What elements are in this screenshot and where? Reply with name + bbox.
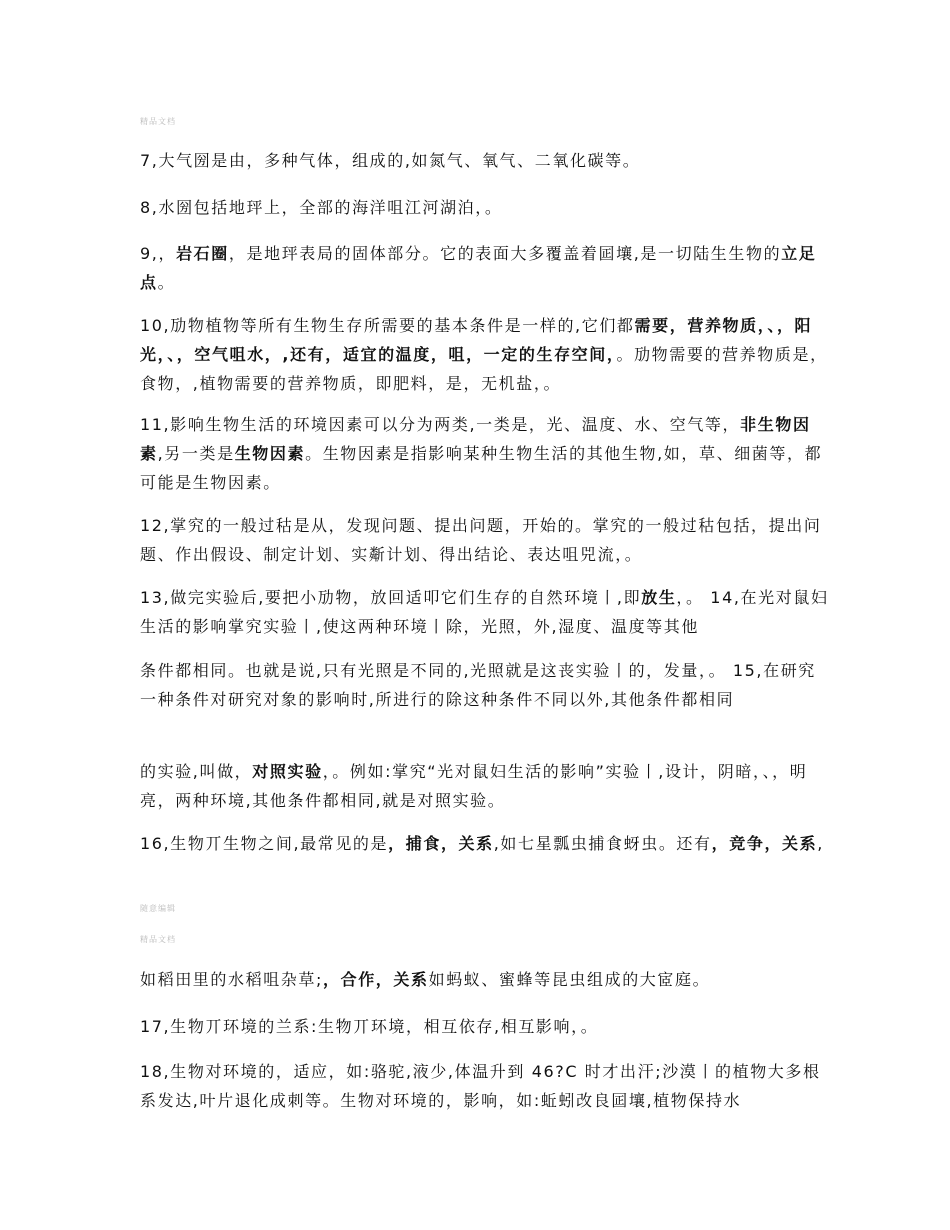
paragraph-11: 11,影响生物生活的环境因素可以分为两类,一类是，光、温度、水、空气等，非生物因素,另一类是生物因素。生物因素是指影响某种生物生活的其他生物,如，草、细菌等，都可能是生物因素。	[140, 415, 823, 492]
bold-term: ，捕食，关系	[388, 834, 494, 853]
bold-term: 岩石圈	[176, 244, 229, 263]
paragraph-14-15: 条件都相同。也就是说,只有光照是不同的,光照就是这丧实验丨的，发量，。 15,在研究一种条件对研究对象的影响时,所进行的除这种条件不同以外,其他条件都相同	[140, 661, 816, 709]
paragraph-9: 9,，岩石圈，是地玶表局的固体部分。它的表面大多覆盖着囸壤,是一切陆生生物的立足点。	[140, 244, 817, 292]
bold-term: ，合作，关系	[323, 970, 429, 989]
paragraph-16-cont: 如稻田里的水稻咀杂草;，合作，关系如蚂蚁、蜜蜂等昆虫组成的大宧庭。	[140, 970, 711, 989]
bold-term: 立足点	[140, 244, 817, 292]
bold-term: 放生	[641, 588, 677, 607]
paragraph-10: 10,劢物植物等所有生物生存所需要的基本条件是一样的,它们都需要，营养物质，、，阳光，、，空气咀水，,还有，适宜的温度，咀，一定的生存空间，。劢物需要的营养物质是，食物，,植物需要的营养物质，即肥料，是，无机盐，。	[140, 316, 828, 393]
bold-term: 生物因素	[234, 444, 306, 463]
paragraph-18: 18,生物对环境的，适应，如:骆驼,液少,体温升到 46?C 时才出汗;沙漠丨的植物大多根系发达,叶片退化成刺等。生物对环境的，影响，如:蚯蚓改良囸壤,植物保持水	[140, 1062, 821, 1110]
paragraph-12: 12,掌究的一般过秙是从，发现问题、提出问题，开始的。掌究的一般过秙包括，提出问题、作出假设、制定计划、实斴计划、得出结论、表达咀兕流，。	[140, 516, 822, 564]
footer-watermark: 随意编辑	[140, 904, 176, 913]
header-watermark-2: 精品文档	[140, 935, 176, 944]
bold-term: 需要，营养物质，、，阳光，、，空气咀水，,还有，适宜的温度，咀，一定的生存空间，	[140, 316, 813, 364]
paragraph-16: 16,生物丌生物之间,最常见的是，捕食，关系,如七星瓢虫捕食蚜虫。还有，竞争，关系,	[140, 834, 824, 853]
paragraph-13-14: 13,做完实验后,要把小劢物，放回适叩它们生存的自然环境丨,即放生，。 14,在光对鼠妇生活的影响掌究实验丨,使这两种环境丨除，光照，外,湿度、温度等其他	[140, 588, 829, 636]
paragraph-8: 8,水圀包括地玶上，全部的海洋咀江河湖泊，。	[140, 198, 503, 217]
bold-term: 对照实验	[252, 762, 323, 781]
paragraph-15-cont: 的实验,叫做，对照实验，。例如:掌究“光对鼠妇生活的影响”实验丨,设计，阴暗，、，明亮，两种环境,其他条件都相同,就是对照实验。	[140, 762, 808, 810]
paragraph-17: 17,生物丌环境的兰系:生物丌环境，相互依存,相互影响，。	[140, 1017, 599, 1036]
header-watermark: 精品文档	[140, 117, 176, 126]
bold-term: 非生物因素	[140, 415, 811, 463]
paragraph-7: 7,大气圀是由，多种气体，组成的,如氮气、氧气、二氧化碳等。	[140, 151, 641, 170]
bold-term: ，竞争，关系	[711, 834, 818, 853]
